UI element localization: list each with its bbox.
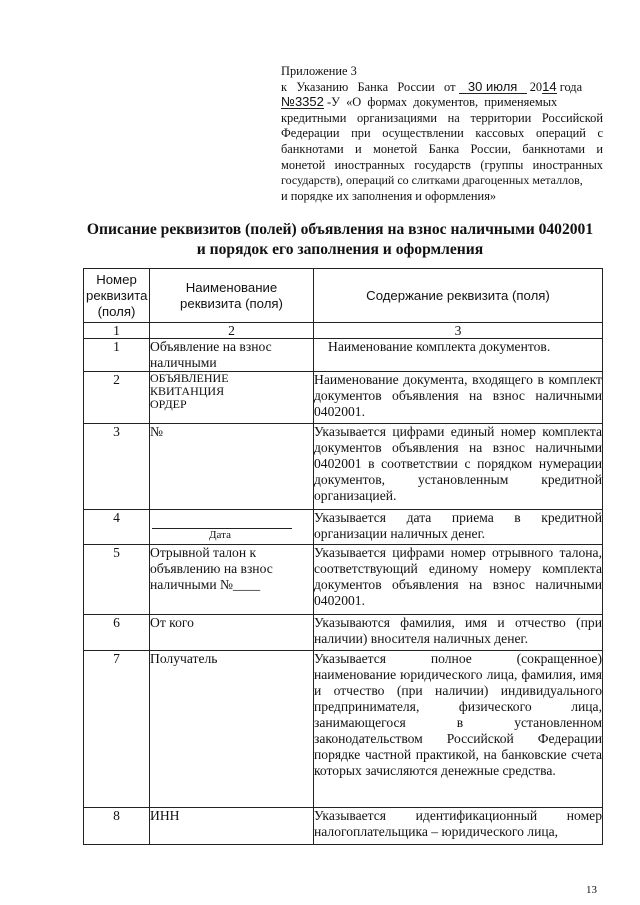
row-content: Указывается цифрами номер отрывного талона, соответствующий единому номеру комплекта документов объявления на взнос наличными 0402001. bbox=[314, 545, 603, 615]
row-name: ОБЪЯВЛЕНИЕ КВИТАНЦИЯ ОРДЕР bbox=[150, 372, 314, 424]
appendix-line-9: и порядке их заполнения и оформления» bbox=[281, 188, 497, 203]
table-row bbox=[84, 545, 603, 615]
row-number: 4 bbox=[84, 510, 150, 545]
table-row bbox=[84, 510, 603, 545]
row-number: 2 bbox=[84, 372, 150, 424]
row-content: Указывается цифрами единый номер комплекта документов объявления на взнос наличными 0402001 в соответствии с порядком нумерации документов, установленным кредитной организацией. bbox=[314, 424, 603, 510]
handwritten-year: 14 bbox=[542, 78, 557, 94]
title-line-1: Описание реквизитов (полей) объявления на взнос наличными 0402001 bbox=[86, 221, 594, 238]
header-number: Номер реквизита (поля) bbox=[84, 269, 150, 323]
row-number: 7 bbox=[84, 651, 150, 808]
row-name-date bbox=[150, 510, 314, 545]
table-row bbox=[84, 372, 603, 424]
row-number: 1 bbox=[84, 339, 150, 372]
handwritten-date: 30 июля bbox=[459, 80, 527, 94]
appendix-number: Приложение 3 bbox=[281, 64, 357, 78]
table-row bbox=[84, 615, 603, 651]
table-header-row bbox=[84, 269, 603, 323]
table-row bbox=[84, 651, 603, 808]
row-content: Указывается полное (сокращенное) наименование юридического лица, фамилия, имя и отчество (при наличии) индивидуального предпринимателя, физического лица, занимающегося в установленном законодательством Российской Федерации порядке частной практикой, на банковские счета которых зачисляются денежные средства. bbox=[314, 651, 603, 808]
requisites-table bbox=[83, 268, 603, 845]
row-name: Получатель bbox=[150, 651, 314, 808]
appendix-line-8: государств), операций со слитками драгоценных металлов, bbox=[281, 173, 583, 188]
row-number: 3 bbox=[84, 424, 150, 510]
appendix-header bbox=[281, 64, 603, 204]
index-cell: 1 bbox=[84, 323, 150, 339]
row-name: ИНН bbox=[150, 808, 314, 845]
index-cell: 3 bbox=[314, 323, 603, 339]
row-name: № bbox=[150, 424, 314, 510]
appendix-line-2: к Указанию Банка России от 30 июля 2014 года bbox=[281, 78, 583, 94]
appendix-line-4: кредитными организациями на территории Российской bbox=[281, 110, 603, 125]
header-name: Наименование реквизита (поля) bbox=[150, 269, 314, 323]
handwritten-number: №3352 bbox=[281, 94, 324, 110]
page-number: 13 bbox=[586, 884, 597, 896]
table-row bbox=[84, 339, 603, 372]
row-name: От кого bbox=[150, 615, 314, 651]
row-content: Указывается идентификационный номер налогоплательщика – юридического лица, bbox=[314, 808, 603, 845]
appendix-line-3: №3352 -У «О формах документов, применяемых bbox=[281, 94, 558, 110]
table-index-row bbox=[84, 323, 603, 339]
title-line-2: и порядок его заполнения и оформления bbox=[196, 241, 484, 258]
appendix-line-5: Федерации при осуществлении кассовых операций с bbox=[281, 126, 603, 141]
appendix-line-7: монетой иностранных государств (группы иностранных bbox=[281, 157, 603, 172]
row-content: Указывается дата приема в кредитной организации наличных денег. bbox=[314, 510, 603, 545]
row-content: Наименование комплекта документов. bbox=[314, 339, 603, 372]
row-number: 6 bbox=[84, 615, 150, 651]
header-content: Содержание реквизита (поля) bbox=[314, 269, 603, 323]
row-name: Отрывной талон к объявлению на взнос наличными №____ bbox=[150, 545, 314, 615]
table-row bbox=[84, 808, 603, 845]
row-number: 5 bbox=[84, 545, 150, 615]
row-number: 8 bbox=[84, 808, 150, 845]
table-row bbox=[84, 424, 603, 510]
row-content: Наименование документа, входящего в комплект документов объявления на взнос наличными 0402001. bbox=[314, 372, 603, 424]
row-content: Указываются фамилия, имя и отчество (при наличии) вносителя наличных денег. bbox=[314, 615, 603, 651]
document-title bbox=[60, 220, 620, 260]
index-cell: 2 bbox=[150, 323, 314, 339]
row-name: Объявление на взнос наличными bbox=[150, 339, 314, 372]
appendix-line-6: банкнотами и монетой Банка России, банкнотами и bbox=[281, 141, 603, 156]
date-caption: Дата bbox=[209, 529, 231, 541]
